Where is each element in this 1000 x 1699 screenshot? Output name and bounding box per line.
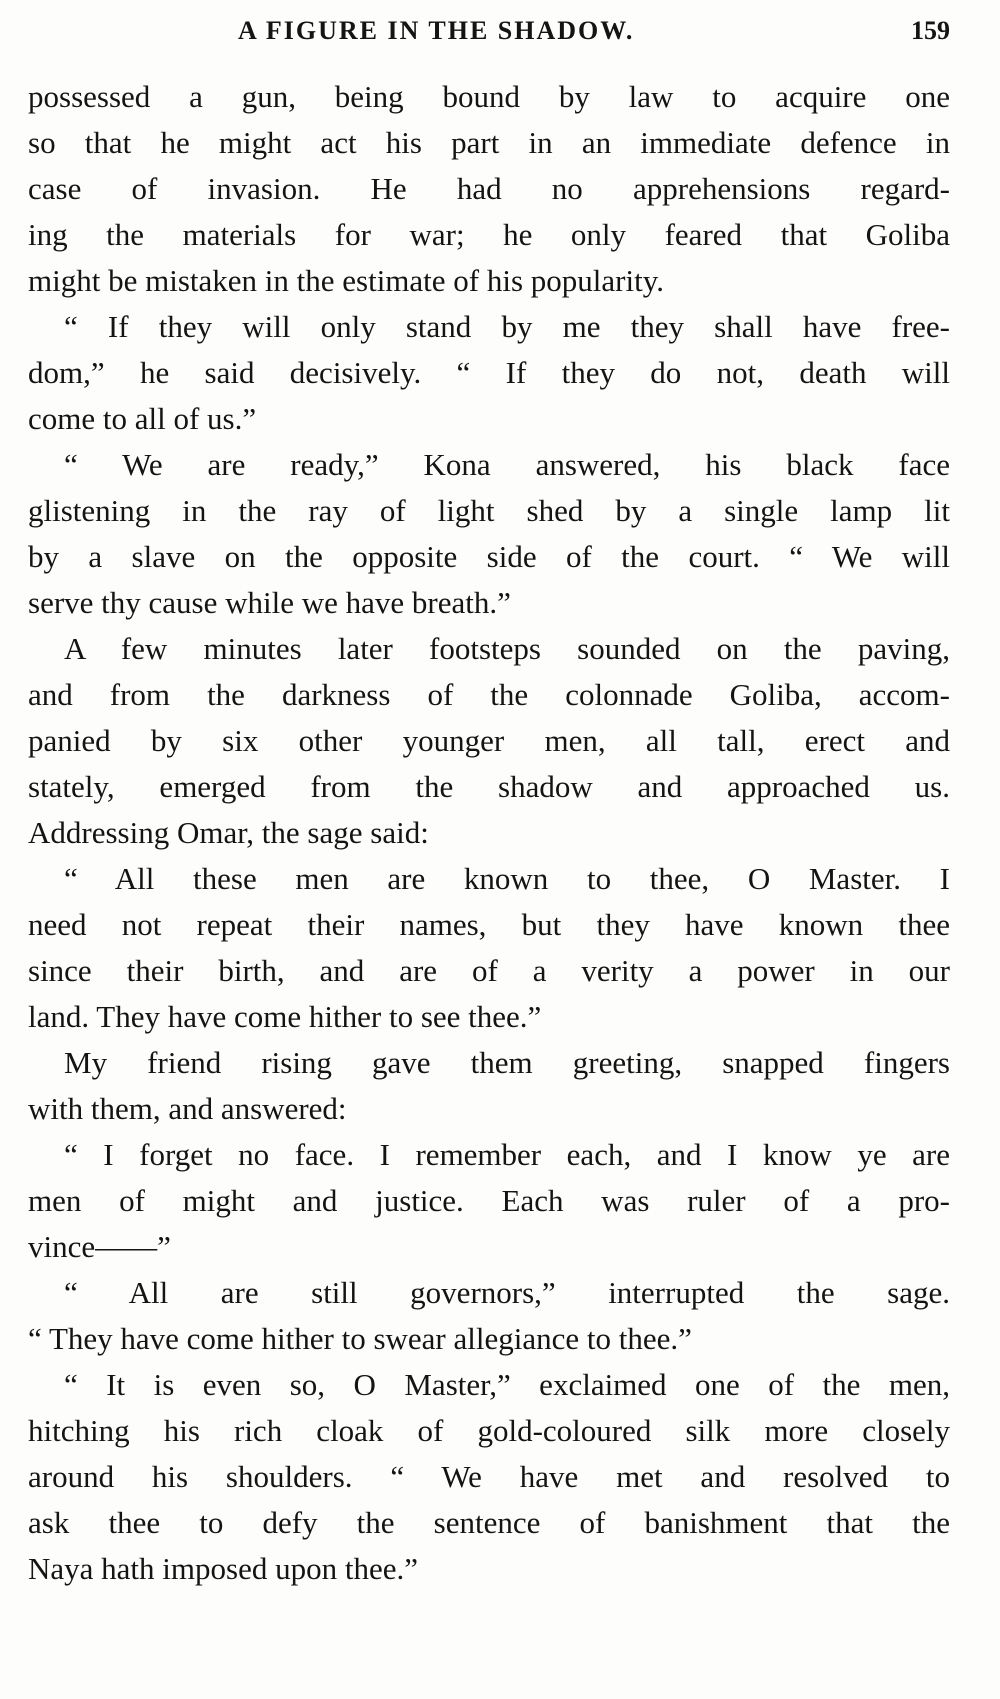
text-line: Addressing Omar, the sage said: [28, 815, 429, 850]
running-head [28, 12, 950, 52]
text-line: Naya hath imposed upon thee.” [28, 1551, 418, 1586]
text-line: land. They have come hither to see thee.” [28, 999, 542, 1034]
text-line: “ All these men are known to thee, O Master. I [64, 861, 950, 896]
text-line: ask thee to defy the sentence of banishment that the [28, 1505, 950, 1540]
text-line: need not repeat their names, but they have known thee [28, 907, 950, 942]
text-line: “ If they will only stand by me they shall have free- [64, 309, 950, 344]
text-line: around his shoulders. “ We have met and resolved to [28, 1459, 950, 1494]
text-line: “ They have come hither to swear allegiance to thee.” [28, 1321, 692, 1356]
text-line: “ I forget no face. I remember each, and I know ye are [64, 1137, 950, 1172]
body-text [28, 74, 950, 1592]
text-line: My friend rising gave them greeting, snapped fingers [64, 1045, 950, 1080]
text-line: A few minutes later footsteps sounded on the paving, [64, 631, 950, 666]
text-line: hitching his rich cloak of gold-coloured silk more closely [28, 1413, 950, 1448]
text-line: case of invasion. He had no apprehensions regard- [28, 171, 950, 206]
text-line: vince——” [28, 1229, 171, 1264]
page-number: 159 [911, 16, 950, 45]
text-line: with them, and answered: [28, 1091, 347, 1126]
text-line: “ We are ready,” Kona answered, his black face [64, 447, 950, 482]
text-line: “ All are still governors,” interrupted the sage. [64, 1275, 950, 1310]
text-line: panied by six other younger men, all tall, erect and [28, 723, 950, 758]
text-line: stately, emerged from the shadow and approached us. [28, 769, 950, 804]
text-line: men of might and justice. Each was ruler of a pro- [28, 1183, 950, 1218]
text-line: “ It is even so, O Master,” exclaimed one of the men, [64, 1367, 950, 1402]
text-line: glistening in the ray of light shed by a single lamp lit [28, 493, 950, 528]
text-line: since their birth, and are of a verity a power in our [28, 953, 950, 988]
text-line: serve thy cause while we have breath.” [28, 585, 511, 620]
text-line: so that he might act his part in an immediate defence in [28, 125, 950, 160]
text-line: ing the materials for war; he only feared that Goliba [28, 217, 950, 252]
text-line: and from the darkness of the colonnade Goliba, accom- [28, 677, 950, 712]
text-line: dom,” he said decisively. “ If they do not, death will [28, 355, 950, 390]
text-line: possessed a gun, being bound by law to acquire one [28, 79, 950, 114]
running-title: A FIGURE IN THE SHADOW. [238, 16, 635, 45]
text-line: might be mistaken in the estimate of his popularity. [28, 263, 664, 298]
text-line: come to all of us.” [28, 401, 257, 436]
text-line: by a slave on the opposite side of the court. “ We will [28, 539, 950, 574]
